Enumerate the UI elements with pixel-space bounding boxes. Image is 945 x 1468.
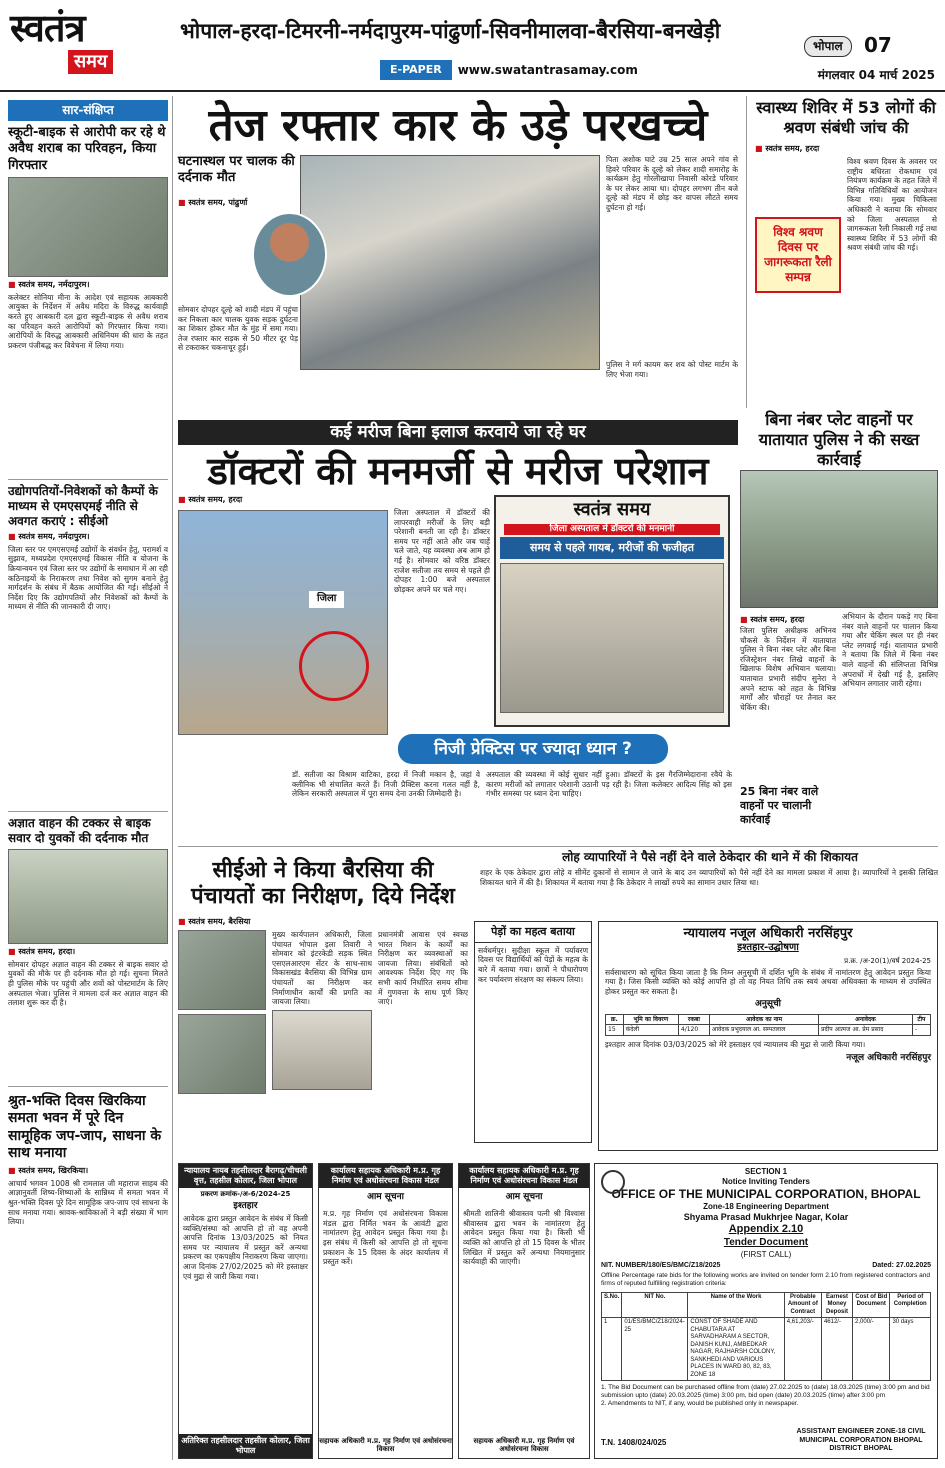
table-header-cell: रकबा xyxy=(678,1014,709,1025)
court-schedule-table xyxy=(605,1014,931,1036)
table-header-cell: भूमि का विवरण xyxy=(623,1014,678,1025)
tender-signature: अतिरिक्त तहसीलदार तहसील कोलार, जिला भोपाल xyxy=(179,1434,312,1458)
tender-ref: आम सूचना xyxy=(367,1192,404,1202)
logo-subword: समय xyxy=(68,50,113,74)
doctors-body-1: जिला अस्पताल में डॉक्टरों की लापरवाही मरीजों के लिए बड़ी परेशानी बनती जा रही है। डॉक्टर समय पर नहीं आते और जब चाहें चले जाते, यह व्यवस्था अब आम हो गई है। सोमवार को वरिष्ठ डॉक्टर राजेश सतीजा तय समय से पहले ही दोपहर 1:00 बजे अस्पताल छोड़कर अपने घर चले गए। xyxy=(394,508,490,594)
table-cell: 4612/- xyxy=(821,1318,852,1381)
story-headline[interactable]: उद्योगपतियों-निवेशकों को कैम्पों के माध्यम से एमएसएमई नीति से अवगत कराएं : सीईओ xyxy=(8,479,168,529)
court-notice xyxy=(598,921,938,1151)
trees-headline[interactable]: पेड़ों का महत्व बताया xyxy=(475,922,591,943)
tender-case: प्रकरण क्रमांक-/अ-6/2024-25 xyxy=(200,1190,291,1198)
edition-city: भोपाल xyxy=(804,36,852,57)
crashed-car-photo xyxy=(300,155,600,370)
muni-notice: Notice Inviting Tenders xyxy=(722,1177,810,1186)
tender-ref: आम सूचना xyxy=(505,1192,543,1202)
tender-signature: सहायक अधिकारी म.प्र. गृह निर्माण एवं अधोसंरचना विकास xyxy=(473,1436,575,1454)
doctors-byline-block xyxy=(178,492,378,508)
tender-notice-1 xyxy=(178,1163,313,1459)
muni-date: Dated: 27.02.2025 xyxy=(872,1261,931,1269)
health-body: विश्व श्रवण दिवस के अवसर पर राष्ट्रीय बधिरता रोकथाम एवं नियंत्रण कार्यक्रम के तहत जिले में विभिन्न गतिविधियों का आयोजन किया गया। मुख्य चिकित्सा अधिकारी ने बताया कि सोमवार को जिला अस्पताल से जागरूकता रैली निकाली गई तथा स्वास्थ्य शिविर में 53 लोगों की श्रवण संबंधी जांच की गई। xyxy=(847,157,937,253)
table-cell: 01/ES/BMC/Z18/2024-25 xyxy=(622,1318,688,1381)
health-byline: ■ स्वतंत्र समय, हरदा xyxy=(755,144,937,154)
table-cell: 2,000/- xyxy=(853,1318,890,1381)
ceo-body-1: मुख्य कार्यपालन अधिकारी, जिला पंचायत भोपाल इला तिवारी ने सोमवार को इंटरकेडी सड़क स्थित एसएलआरएम सेंटर के साथ-साथ विकासखंड बैरसिया की विभिन्न ग्राम पंचायतों का निरीक्षण कर निर्माणाधीन कार्यों की प्रगति का जायजा लिया। xyxy=(272,930,372,1007)
hospital-photo xyxy=(178,510,388,735)
court-title: न्यायालय नजूल अधिकारी नरसिंहपुर xyxy=(683,926,853,941)
doctors-banner: कई मरीज बिना इलाज करवाये जा रहे घर xyxy=(178,420,738,445)
traffic-headline[interactable]: बिना नंबर प्लेट वाहनों पर यातायात पुलिस ने की सख्त कार्रवाई xyxy=(758,410,920,469)
story-body: कलेक्टर सोनिया मीना के आदेश एवं सहायक आबकारी आयुक्त के निर्देशन में अवैध मदिरा के विरुद्ध कार्यवाही करते हुए आबकारी दल द्वारा स्कूटी-बाइक से अवैध शराब का परिवहन करते आरोपियों को गिरफ्तार किया गया। आरोपियों के विरुद्ध आबकारी अधिनियम की धारा के तहत प्रकरण पंजीबद्ध कर विवेचना में लिया गया। xyxy=(8,292,168,350)
health-highlight-box: विश्व श्रवण दिवस पर जागरूकता रैली सम्पन्न xyxy=(755,217,841,293)
newspaper-logo[interactable] xyxy=(10,6,170,86)
story-body: सोमवार दोपहर अज्ञात वाहन की टक्कर से बाइक सवार दो युवकों की मौके पर ही दर्दनाक मौत हो गई। सूचना मिलते ही पुलिस मौके पर पहुंची और शवों को पोस्टमार्टम के लिए अस्पताल भेजा। पुलिस ने मामला दर्ज कर अज्ञात वाहन की तलाश शुरू कर दी है। xyxy=(8,959,168,1008)
municipal-tender xyxy=(594,1163,938,1459)
table-cell: प्रदीप आत्मज आ. प्रेम प्रसाद xyxy=(819,1025,913,1036)
table-cell: - xyxy=(912,1025,930,1036)
muni-nit: NIT. NUMBER/180/ES/BMC/Z18/2025 xyxy=(601,1261,721,1269)
court-case: प्र.क्र. /अ-20(1)/वर्ष 2024-25 xyxy=(844,956,931,965)
table-cell: 1 xyxy=(602,1318,622,1381)
table-header-cell: S.No. xyxy=(602,1292,622,1318)
story-headline[interactable]: स्कूटी-बाइक से आरोपी कर रहे थे अवैध शराब का परिवहन, किया गिरफ्तार xyxy=(8,125,166,173)
doctors-body-2: डॉ. सतीजा का विश्राम वाटिका, हरदा में निजी मकान है, जहां वे क्लीनिक भी संचालित करते हैं। निजी प्रैक्टिस करना गलत नहीं है, लेकिन सरकारी अस्पताल में पूरा समय देना उनकी जिम्मेदारी है। xyxy=(292,770,480,799)
table-header-cell: अनावेदक xyxy=(819,1014,913,1025)
ceo-body-2: प्रधानमंत्री आवास एवं स्वच्छ भारत मिशन के कार्यों का निरीक्षण कर व्यवस्थाओं का जायजा लिया। संबंधितों को आवश्यक निर्देश दिए गए कि सभी कार्य निर्धारित समय सीमा में गुणवत्ता के साथ पूर्ण किए जाएं। xyxy=(378,930,468,1007)
health-headline[interactable]: स्वास्थ्य शिविर में 53 लोगों की श्रवण संबंधी जांच की xyxy=(756,98,936,137)
newspaper-clipping xyxy=(494,495,730,727)
doctors-byline: ■ स्वतंत्र समय, हरदा xyxy=(178,495,378,505)
highlight-circle xyxy=(299,631,369,701)
health-story xyxy=(755,98,937,357)
logo-wordmark: स्वतंत्र xyxy=(10,5,85,50)
traffic-check-photo xyxy=(740,470,938,608)
table-header-cell: Name of the Work xyxy=(688,1292,784,1318)
tender-body: म.प्र. गृह निर्माण एवं अधोसंरचना विकास मंडल द्वारा निर्मित भवन के आवंटी द्वारा नामांतरण हेतु आवेदन प्रस्तुत किया गया है। इस संबंध में किसी को आपत्ति हो तो सूचना प्रकाशन के 15 दिवस के अंदर कार्यालय में प्रस्तुत करें। xyxy=(323,1209,448,1267)
muni-intro: Offline Percentage rate bids for the following works are invited on tender form 2.10 from registered contractors and firms of reputed fulfilling registration criteria: xyxy=(601,1272,931,1288)
accident-photo xyxy=(8,849,168,944)
left-column xyxy=(8,100,168,1460)
muni-section: SECTION 1 xyxy=(744,1167,788,1176)
table-cell: 4/120 xyxy=(678,1025,709,1036)
trees-body: सर्वधर्मपुर। सुदीक्षा स्कूल में पर्यावरण दिवस पर विद्यार्थियों को पेड़ों के महत्व के बारे में बताया गया। छात्रों ने पौधारोपण कर पर्यावरण संरक्षण का संकल्प लिया। xyxy=(478,945,588,984)
table-cell: 15 xyxy=(606,1025,624,1036)
ceo-byline-block xyxy=(178,914,378,930)
lead-byline-block xyxy=(178,195,298,211)
muni-note-1: 1. The Bid Document can be purchased offline from (date) 27.02.2025 to (date) 18.03.2025 (time) 3:00 pm and bid submission upto (date) 20.03.2025 (time) 3:00 pm, bid open (date) 20.03.2025 (time) after 3:00 pm xyxy=(601,1384,930,1400)
muni-signature: ASSISTANT ENGINEER ZONE-18 CIVIL MUNICIPAL CORPORATION BHOPAL DISTRICT BHOPAL xyxy=(796,1427,926,1453)
story-byline: ■ स्वतंत्र समय, हरदा। xyxy=(8,947,168,957)
dateline: मंगलवार 04 मार्च 2025 xyxy=(817,68,935,82)
lead-body-2: पिता अशोक घाटे उम्र 25 साल अपने गांव से हिवरे परिवार के दूल्हे को लेकर शादी समारोह के कार्यक्रम हेतु गोरलीखापा निवासी कोरडे परिवार के घर लेकर आया था। दोपहर लगभग तीन बजे दूल्हे को मंडप में छोड़ कर वापस लौटते समय दुर्घटना हो गई। xyxy=(606,155,738,212)
loh-body: शहर के एक ठेकेदार द्वारा लोहे व सीमेंट दुकानों से सामान ले जाने के बाद उन व्यापारियों को पैसे नहीं देने का मामला प्रकाश में आया है। व्यापारियों ने इसकी लिखित शिकायत थाने में की है। शिकायत में बताया गया है कि ठेकेदार ने लाखों रुपये का सामान उधार लिया था। xyxy=(480,868,938,887)
story-headline[interactable]: श्रुत-भक्ति दिवस खिरकिया समता भवन में पूरे दिन सामूहिक जप-जाप, साधना के साथ मनाया xyxy=(8,1086,168,1163)
table-cell: आवेदक प्रभुदयाल आ. सम्पतलाल xyxy=(709,1025,818,1036)
loh-headline[interactable]: लोह व्यापारियों ने पैसे नहीं देने वाले ठेकेदार की थाने में की शिकायत xyxy=(562,850,858,864)
muni-call: (FIRST CALL) xyxy=(740,1249,792,1259)
edition-routes: भोपाल-हरदा-टिमरनी-नर्मदापुरम-पांढुर्णा-सिवनीमालवा-बैरसिया-बनखेड़ी xyxy=(180,19,721,43)
ceo-photo-1 xyxy=(178,930,266,1010)
table-header-cell: Cost of Bid Document xyxy=(853,1292,890,1318)
page-number: 07 xyxy=(864,33,892,57)
traffic-body-1: जिला पुलिस अधीक्षक अभिनव चौकसे के निर्देशन में यातायात पुलिस ने बिना नंबर प्लेट और बिना रजिस्ट्रेशन नंबर लिखे वाहनों के खिलाफ विशेष अभियान चलाया। यातायात प्रभारी संदीप सुनेरा ने अपने स्टाफ को तहत के विभिन्न मार्गों और चौराहों पर तैनात कर चेकिंग की। xyxy=(740,626,836,712)
table-cell: CONST OF SHADE AND CHABUTARA AT SARVADHARAM A SECTOR, DANISH KUNJ, AMBEDKAR NAGAR, RAJHARSH COLONY, SANKHEDI AND VARIOUS PLACES IN WARD 80, 82, 83, ZONE 18 xyxy=(688,1318,784,1381)
story-body: जिला स्तर पर एमएसएमई उद्योगों के संवर्धन हेतु, परामर्श व सुझाव, मध्यप्रदेश एमएसएमई विकास नीति व योजना के क्रियान्वयन एवं जिला स्तर पर उद्योगों के समाधान में आ रही कठिनाइयों के निराकरण तथा निवेश को सुगम बनाने हेतु मार्गदर्शन के संबंध में बैठक आयोजित की गई। सीईओ ने निर्देश दिए कि उद्योगपतियों और निवेशकों को कैम्पों के माध्यम से नीति की जानकारी दी जाए। xyxy=(8,544,168,612)
tender-title: न्यायालय नायब तहसीलदार बैरागढ़/चीचली वृत्त, तहसील कोलार, जिला भोपाल xyxy=(179,1164,312,1188)
muni-emblem-icon xyxy=(601,1170,625,1194)
tender-notice-3 xyxy=(458,1163,590,1459)
tender-body: श्रीमती शालिनी श्रीवास्तव पत्नी श्री विश्वास श्रीवास्तव द्वारा भवन के नामांतरण हेतु आवेदन प्रस्तुत किया गया है। किसी भी व्यक्ति को आपत्ति हो तो 15 दिवस के भीतर लिखित में प्रस्तुत करें अन्यथा नियमानुसार कार्यवाही की जाएगी। xyxy=(463,1209,585,1267)
doctors-headline[interactable]: डॉक्टरों की मनमर्जी से मरीज परेशान xyxy=(207,449,709,493)
court-body: सर्वसाधारण को सूचित किया जाता है कि निम्न अनुसूची में दर्शित भूमि के संबंध में नामांतरण हेतु आवेदन प्रस्तुत किया गया है। जिस किसी व्यक्ति को कोई आपत्ति हो तो वह नियत तिथि तक स्वयं अथवा अधिवक्ता के माध्यम से उपस्थित होकर प्रस्तुत कर सकता है। xyxy=(605,967,931,996)
ceo-byline: ■ स्वतंत्र समय, बैरसिया xyxy=(178,917,378,927)
trees-story xyxy=(474,921,592,1143)
masthead xyxy=(0,0,945,92)
lead-headline[interactable]: तेज रफ्तार कार के उड़े परखच्चे xyxy=(208,100,708,151)
ceo-headline[interactable]: सीईओ ने किया बैरसिया की पंचायतों का निरीक्षण, दिये निर्देश xyxy=(191,858,455,910)
muni-org: OFFICE OF THE MUNICIPAL CORPORATION, BHOPAL xyxy=(611,1187,921,1201)
traffic-byline: ■ स्वतंत्र समय, हरदा xyxy=(740,615,840,625)
edition-info xyxy=(800,30,935,62)
court-subtitle: इश्तहार-उद्घोषणा xyxy=(737,942,799,954)
table-header-cell: क्र. xyxy=(606,1014,624,1025)
table-header-cell: आवेदक का नाम xyxy=(709,1014,818,1025)
tender-signature: सहायक अधिकारी म.प्र. गृह निर्माण एवं अधोसंरचना विकास xyxy=(319,1436,452,1454)
clipping-logo: स्वतंत्र समय xyxy=(573,499,651,520)
epaper-bar xyxy=(380,60,638,80)
tender-body: आवेदक द्वारा प्रस्तुत आवेदन के संबंध में किसी व्यक्ति/संस्था को आपत्ति हो तो वह अपनी आपत्ति दिनांक 13/03/2025 को नियत समय पर न्यायालय में प्रस्तुत करें अन्यथा प्रकरण का एकपक्षीय निराकरण किया जाएगा। आज दिनांक 27/02/2025 को मेरे हस्ताक्षर एवं मुद्रा से जारी किया गया। xyxy=(183,1214,308,1281)
driver-portrait xyxy=(252,212,327,297)
clipping-tag: जिला अस्पताल में डॉक्टरों की मनमानी xyxy=(504,524,720,535)
tender-notice-2 xyxy=(318,1163,453,1459)
ceo-inspection-photo xyxy=(272,1010,372,1090)
story-byline: ■ स्वतंत्र समय, नर्मदापुरम। xyxy=(8,532,168,542)
hospital-sign: जिला xyxy=(309,591,344,608)
muni-dept: Zone-18 Engineering Department xyxy=(703,1202,829,1211)
private-practice-ribbon: निजी प्रेक्टिस पर ज्यादा ध्यान ? xyxy=(398,734,668,764)
lead-body-3: पुलिस ने मर्ग कायम कर शव को पोस्ट मार्टम के लिए भेजा गया। xyxy=(606,360,738,379)
story-body: आचार्य भगवन 1008 श्री रामलाल जी महाराज साहब की आज्ञानुवर्ती शिष्य-शिष्याओं के सान्निध्य में समता भवन में श्रुत-भक्ति दिवस पूरे दिन सामूहिक जप-जाप एवं साधना के साथ मनाया गया। श्रावक-श्राविकाओं ने बड़ी संख्या में भाग लिया। xyxy=(8,1178,168,1227)
court-schedule-label: अनुसूची xyxy=(754,999,781,1010)
story-headline[interactable]: अज्ञात वाहन की टक्कर से बाइक सवार दो युवकों की दर्दनाक मौत xyxy=(8,811,168,846)
tender-label: इश्तहार xyxy=(233,1200,258,1211)
muni-address: Shyama Prasad Mukhrjee Nagar, Kolar xyxy=(683,1212,849,1222)
lead-byline: ■ स्वतंत्र समय, पांढुर्णा xyxy=(178,198,298,208)
court-signature: नजूल अधिकारी नरसिंहपुर xyxy=(846,1053,931,1064)
muni-note-2: 2. Amendments to NIT, if any, would be published only in newspaper. xyxy=(601,1400,799,1408)
lead-subheadline: घटनास्थल पर चालक की दर्दनाक मौत xyxy=(178,154,295,186)
table-header-cell: टीप xyxy=(912,1014,930,1025)
muni-table xyxy=(601,1292,931,1382)
story-byline: ■ स्वतंत्र समय, खिरकिया। xyxy=(8,1166,168,1176)
clipping-headline: समय से पहले गायब, मरीजों की फजीहत xyxy=(500,537,724,559)
table-header-cell: Period of Completion xyxy=(890,1292,931,1318)
table-cell: कंदेली xyxy=(623,1025,678,1036)
table-header-cell: Earnest Money Deposit xyxy=(821,1292,852,1318)
tender-title: कार्यालय सहायक अधिकारी म.प्र. गृह निर्माण एवं अधोसंरचना विकास मंडल xyxy=(459,1164,589,1188)
doctors-body-3: अस्पताल की व्यवस्था में कोई सुधार नहीं हुआ। डॉक्टरों के इस गैरजिम्मेदाराना रवैये के कारण मरीजों को लगातार परेशानी उठानी पड़ रही है। जिला कलेक्टर आदित्य सिंह को इस गंभीर समस्या पर ध्यान देना चाहिए। xyxy=(486,770,732,799)
traffic-subhead: 25 बिना नंबर वाले वाहनों पर चालानी कार्रवाई xyxy=(740,785,819,826)
story-byline: ■ स्वतंत्र समय, नर्मदापुरम। xyxy=(8,280,168,290)
traffic-body-2: अभियान के दौरान पकड़े गए बिना नंबर वाले वाहनों पर चालान किया गया और चेकिंग स्थल पर ही नंबर प्लेट लगवाई गई। यातायात प्रभारी ने बताया कि जिले में बिना नंबर वाले वाहनों की संलिप्तता विभिन्न अपराधों में देखी गई है, इसलिए अभियान लगातार जारी रहेगा। xyxy=(842,612,938,689)
court-footer: इश्तहार आज दिनांक 03/03/2025 को मेरे हस्ताक्षर एवं न्यायालय की मुद्रा से जारी किया गया। xyxy=(605,1039,866,1049)
table-header-cell: NIT No. xyxy=(622,1292,688,1318)
epaper-label: E-PAPER xyxy=(380,60,452,80)
lead-body-1: सोमवार दोपहर दूल्हे को शादी मंडप में पहुंचा कर निकला कार चालक युवक सड़क दुर्घटना का शिकार होकर मौत के मुंह में समा गया। तेज रफ्तार कार सड़क से 50 मीटर दूर पेड़ से टकराकर चकनाचूर हुई। xyxy=(178,305,298,353)
table-cell: 4,61,203/- xyxy=(784,1318,821,1381)
tender-title: कार्यालय सहायक अधिकारी म.प्र. गृह निर्माण एवं अधोसंरचना विकास मंडल xyxy=(319,1164,452,1188)
clipping-photo xyxy=(500,563,724,713)
muni-appendix: Appendix 2.10 xyxy=(728,1223,804,1236)
epaper-url-link[interactable]: www.swatantrasamay.com xyxy=(457,62,638,77)
ceo-photo-2 xyxy=(178,1014,266,1094)
story-photo xyxy=(8,177,168,277)
section-kicker: सार-संक्षिप्त xyxy=(8,100,168,121)
table-header-cell: Probable Amount of Contract xyxy=(784,1292,821,1318)
muni-tn: T.N. 1408/024/025 xyxy=(601,1438,667,1447)
table-cell: 30 days xyxy=(890,1318,931,1381)
muni-doc: Tender Document xyxy=(723,1237,809,1248)
